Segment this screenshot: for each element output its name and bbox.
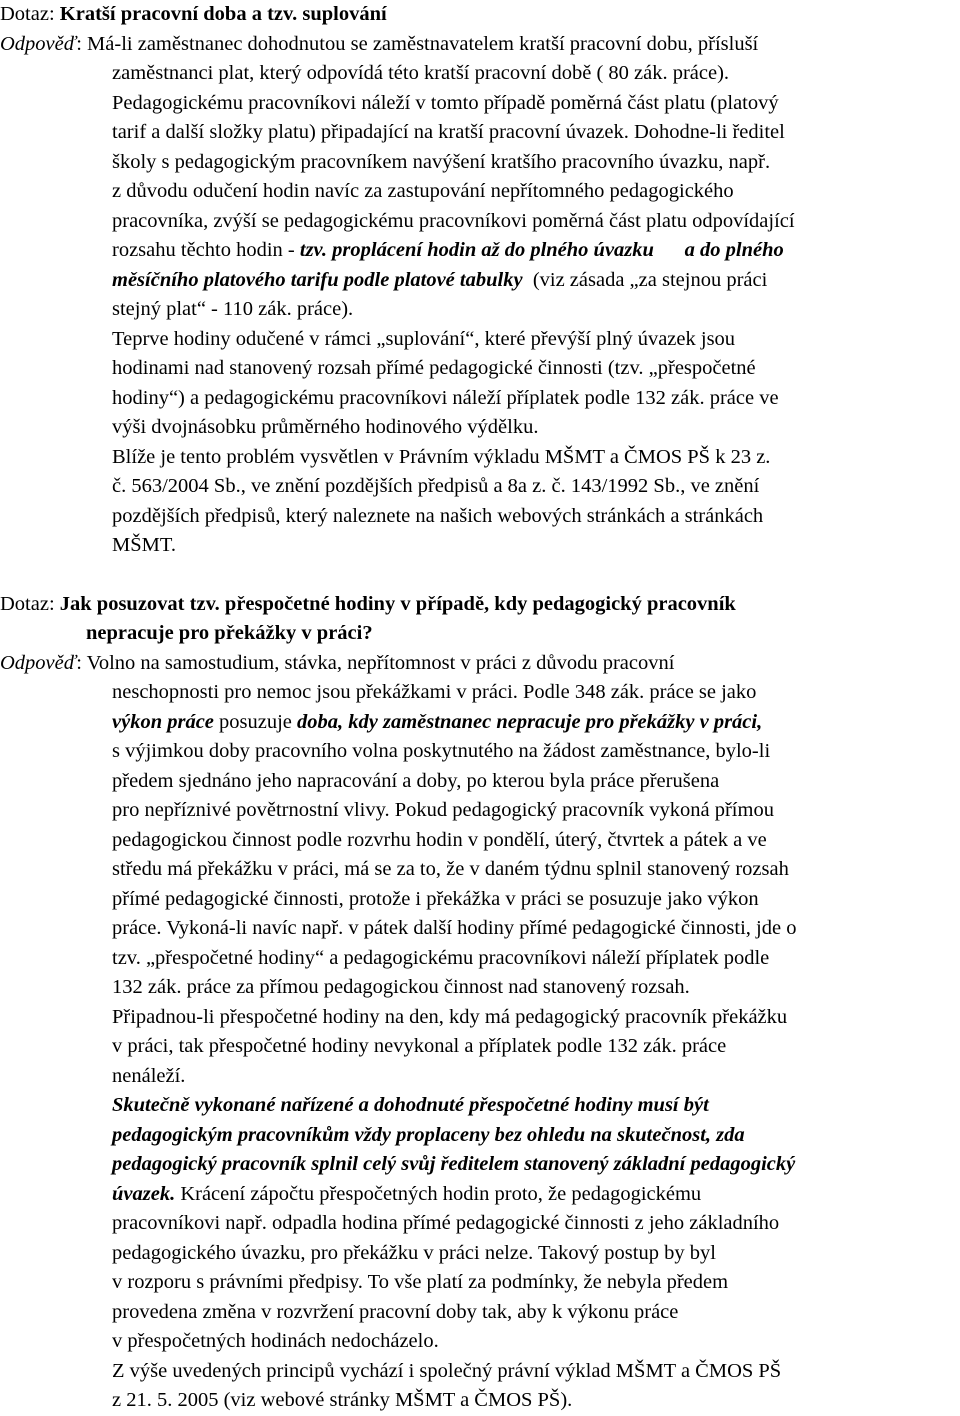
answer-line (0, 708, 960, 738)
answer-text: : Volno na samostudium, stávka, nepřítomnost v práci z důvodu pracovní (76, 651, 675, 674)
answer-line: pedagogického úvazku, pro překážku v práci nelze. Takový postup by byl (112, 1241, 716, 1264)
answer-line (0, 1180, 960, 1210)
answer-line: s výjimkou doby pracovního volna poskytnutého na žádost zaměstnance, bylo-li (112, 740, 771, 762)
answer-line: 132 zák. práce za přímou pedagogickou činnost nad stanovený rozsah. (112, 976, 690, 998)
answer-emphasis: proplácení hodin až do plného úvazku a do plného (327, 239, 784, 261)
answer-line (0, 236, 960, 266)
answer-line: Pedagogickému pracovníkovi náleží v tomto případě poměrná část platu (platový (112, 91, 779, 114)
answer-text: : Má-li zaměstnanec dohodnutou se zaměstnavatelem kratší pracovní dobu, přísluší (76, 32, 759, 55)
question-block-1 (0, 0, 960, 561)
answer-line: pro nepříznivé povětrnostní vlivy. Pokud pedagogický pracovník vykoná přímou (112, 799, 774, 821)
question-label: Dotaz: (0, 3, 55, 25)
answer-line: pozdějších předpisů, který naleznete na našich webových stránkách a stránkách (112, 504, 764, 527)
answer-line: pracovníkovi např. odpadla hodina přímé pedagogické činnosti z jeho základního (112, 1212, 780, 1234)
answer-emphasis: výkon práce (112, 710, 214, 733)
answer-emphasis: Skutečně vykonané nařízené a dohodnuté přespočetné hodiny musí být (112, 1094, 709, 1116)
answer-line: předem sjednáno jeho napracování a doby, po kterou byla práce přerušena (112, 769, 720, 792)
answer-line (0, 649, 960, 679)
answer-line: Z výše uvedených principů vychází i společný právní výklad MŠMT a ČMOS PŠ (112, 1359, 782, 1382)
spacer (0, 561, 960, 590)
answer-line: výši dvojnásobku průměrného hodinového výdělku. (112, 416, 539, 438)
answer-label: Odpověď (0, 651, 77, 674)
answer-label: Odpověď (0, 32, 77, 55)
answer-line: v přespočetných hodinách nedocházelo. (112, 1330, 439, 1352)
answer-emphasis: doba, kdy zaměstnanec nepracuje pro překážky v práci, (297, 710, 763, 733)
answer-line: z 21. 5. 2005 (viz webové stránky MŠMT a ČMOS PŠ). (112, 1389, 573, 1411)
answer-line: práce. Vykoná-li navíc např. v pátek další hodiny přímé pedagogické činnosti, jde o (112, 917, 797, 939)
answer-line (0, 30, 960, 60)
answer-line: z důvodu odučení hodin navíc za zastupování nepřítomného pedagogického (112, 180, 734, 202)
answer-line: provedena změna v rozvržení pracovní doby tak, aby k výkonu práce (112, 1300, 679, 1323)
answer-line (0, 1091, 960, 1121)
answer-line: neschopnosti pro nemoc jsou překážkami v práci. Podle 348 zák. práce se jako (112, 681, 757, 703)
answer-line (0, 1150, 960, 1180)
answer-line: v rozporu s právními předpisy. To vše platí za podmínky, že nebyla předem (112, 1271, 729, 1293)
answer-line: pracovníka, zvýší se pedagogickému pracovníkovi poměrná část platu odpovídající (112, 209, 795, 232)
answer-line: přímé pedagogické činnosti, protože i překážka v práci se posuzuje jako výkon (112, 887, 759, 910)
question-title: nepracuje pro překážky v práci? (86, 622, 373, 644)
answer-emphasis: úvazek. (112, 1182, 176, 1205)
answer-emphasis: tzv. (299, 239, 328, 261)
answer-text: rozsahu těchto hodin - (112, 239, 300, 261)
answer-emphasis: pedagogickým pracovníkům vždy proplaceny bez ohledu na skutečnost, zda (112, 1123, 745, 1146)
answer-line (0, 1121, 960, 1151)
question-heading (0, 590, 960, 620)
answer-line: v práci, tak přespočetné hodiny nevykonal a příplatek podle 132 zák. práce (112, 1035, 727, 1057)
answer-text: (viz zásada „za stejnou práci (522, 268, 768, 291)
question-heading (0, 0, 960, 30)
question-title: Kratší pracovní doba a tzv. suplování (59, 3, 387, 25)
answer-line: Blíže je tento problém vysvětlen v Právním výkladu MŠMT a ČMOS PŠ k 23 z. (112, 445, 771, 468)
answer-line: zaměstnanci plat, který odpovídá této kratší pracovní době ( 80 zák. práce). (112, 62, 730, 84)
answer-line: tarif a další složky platu) připadající na kratší pracovní úvazek. Dohodne-li ředitel (112, 121, 785, 143)
answer-line: středu má překážku v práci, má se za to, že v daném týdnu splnil stanovený rozsah (112, 858, 789, 880)
question-block-2 (0, 590, 960, 1416)
answer-text: Krácení zápočtu přespočetných hodin proto, že pedagogickému (175, 1182, 702, 1205)
question-heading (0, 619, 960, 649)
answer-line (0, 266, 960, 296)
answer-line: hodiny“) a pedagogickému pracovníkovi náleží příplatek podle 132 zák. práce ve (112, 386, 779, 409)
answer-line: stejný plat“ - 110 zák. práce). (112, 298, 354, 320)
answer-line: Teprve hodiny odučené v rámci „suplování“, které převýší plný úvazek jsou (112, 327, 736, 350)
answer-line: nenáleží. (112, 1064, 186, 1087)
answer-line: Připadnou-li přespočetné hodiny na den, kdy má pedagogický pracovník překážku (112, 1005, 788, 1028)
answer-line: tzv. „přespočetné hodiny“ a pedagogickému pracovníkovi náleží příplatek podle (112, 946, 770, 969)
answer-text: posuzuje (213, 710, 298, 733)
answer-emphasis: měsíčního platového tarifu podle platové tabulky (112, 268, 523, 291)
question-label: Dotaz: (0, 592, 55, 615)
answer-line: školy s pedagogickým pracovníkem navýšení kratšího pracovního úvazku, např. (112, 150, 771, 173)
answer-line: MŠMT. (112, 534, 176, 556)
answer-emphasis: pedagogický pracovník splnil celý svůj ředitelem stanovený základní pedagogický (112, 1153, 796, 1175)
answer-line: pedagogickou činnost podle rozvrhu hodin v pondělí, úterý, čtvrtek a pátek a ve (112, 828, 767, 851)
question-title: Jak posuzovat tzv. přespočetné hodiny v případě, kdy pedagogický pracovník (59, 592, 736, 615)
answer-line: č. 563/2004 Sb., ve znění pozdějších předpisů a 8a z. č. 143/1992 Sb., ve znění (112, 475, 760, 497)
answer-line: hodinami nad stanovený rozsah přímé pedagogické činnosti (tzv. „přespočetné (112, 357, 756, 379)
